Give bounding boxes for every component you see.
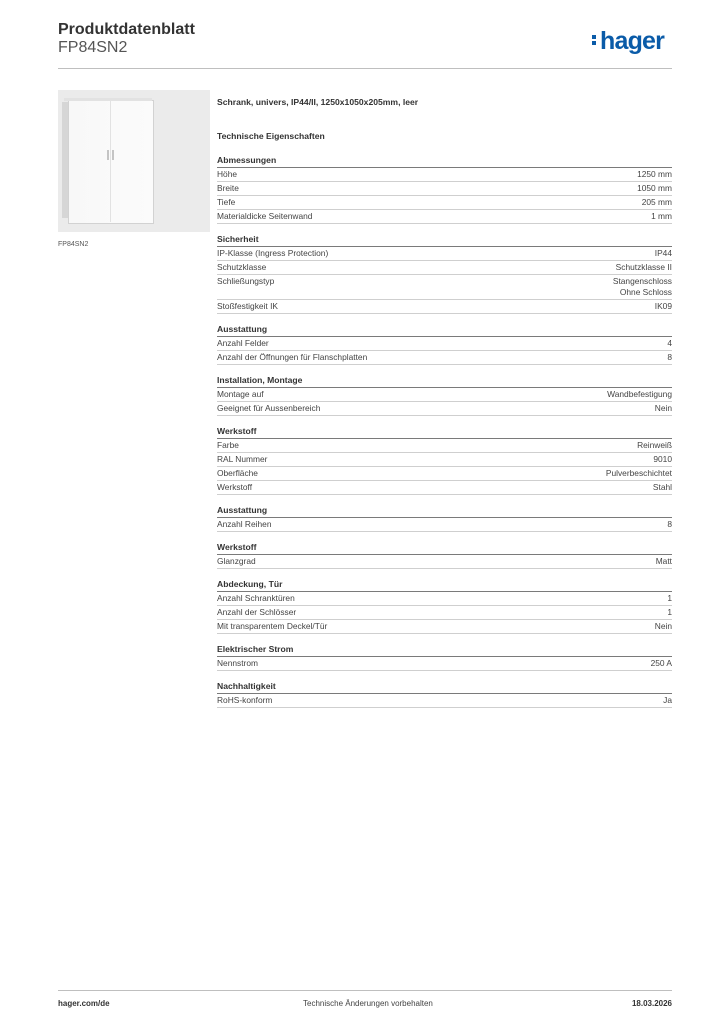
- spec-row: [217, 196, 672, 210]
- spec-value: [655, 248, 672, 259]
- spec-label: RAL Nummer: [217, 454, 268, 464]
- spec-label: Anzahl der Schlösser: [217, 607, 297, 617]
- spec-value-line: IK09: [654, 301, 672, 311]
- product-description: Schrank, univers, IP44/II, 1250x1050x205mm, leer: [217, 97, 419, 107]
- spec-value: [607, 389, 672, 400]
- spec-value: [637, 169, 672, 180]
- spec-value: [655, 403, 672, 414]
- spec-label: Tiefe: [217, 197, 236, 207]
- image-caption: FP84SN2: [58, 241, 89, 248]
- spec-row: [217, 300, 672, 314]
- spec-group: [217, 542, 672, 569]
- spec-row: [217, 453, 672, 467]
- spec-row: [217, 351, 672, 365]
- spec-value-line: 1250 mm: [637, 169, 672, 179]
- spec-row: [217, 247, 672, 261]
- spec-row: [217, 620, 672, 634]
- spec-value-line: 8: [667, 519, 672, 529]
- spec-row: [217, 694, 672, 708]
- spec-value-line: 8: [667, 352, 672, 362]
- spec-group-title: Abmessungen: [217, 155, 672, 168]
- spec-group: [217, 426, 672, 495]
- spec-row: [217, 439, 672, 453]
- spec-value: [651, 658, 672, 669]
- spec-value-line: 205 mm: [641, 197, 672, 207]
- spec-value: [667, 593, 672, 604]
- spec-value: [637, 440, 672, 451]
- spec-value-line: 1: [667, 593, 672, 603]
- header-divider: [58, 68, 672, 69]
- spec-value-line: 9010: [653, 454, 672, 464]
- spec-group-title: Werkstoff: [217, 542, 672, 555]
- spec-value: [613, 276, 672, 298]
- spec-label: Stoßfestigkeit IK: [217, 301, 278, 311]
- spec-label: RoHS-konform: [217, 695, 273, 705]
- spec-row: [217, 261, 672, 275]
- spec-value: [616, 262, 672, 273]
- spec-row: [217, 518, 672, 532]
- spec-group: [217, 155, 672, 224]
- spec-group-title: Ausstattung: [217, 505, 672, 518]
- spec-row: [217, 168, 672, 182]
- spec-label: IP-Klasse (Ingress Protection): [217, 248, 329, 258]
- spec-value-line: Reinweiß: [637, 440, 672, 450]
- spec-row: [217, 182, 672, 196]
- door-handle-icon: [107, 150, 109, 160]
- spec-label: Breite: [217, 183, 239, 193]
- document-title: Produktdatenblatt: [58, 21, 195, 38]
- spec-value-line: Ja: [663, 695, 672, 705]
- spec-group-title: Sicherheit: [217, 234, 672, 247]
- cabinet-door-split: [110, 101, 111, 222]
- spec-group: [217, 644, 672, 671]
- spec-row: [217, 606, 672, 620]
- logo-text: hager: [600, 27, 665, 55]
- footer-website-link[interactable]: hager.com/de: [58, 999, 110, 1008]
- spec-group-title: Ausstattung: [217, 324, 672, 337]
- spec-group: [217, 505, 672, 532]
- spec-value-line: IP44: [654, 248, 672, 258]
- spec-value: [642, 197, 672, 208]
- hager-logo[interactable]: [592, 27, 664, 56]
- spec-value-line: Nein: [654, 403, 672, 413]
- footer-note: Technische Änderungen vorbehalten: [303, 999, 433, 1008]
- spec-label: Werkstoff: [217, 482, 253, 492]
- spec-value: [656, 556, 672, 567]
- spec-value-line: 4: [667, 338, 672, 348]
- spec-content: [217, 95, 672, 718]
- spec-value-line: Stahl: [652, 482, 672, 492]
- spec-label: Oberfläche: [217, 468, 258, 478]
- cabinet-top: [64, 98, 152, 101]
- spec-value-line: Pulverbeschichtet: [605, 468, 672, 478]
- spec-row: [217, 388, 672, 402]
- spec-row: [217, 481, 672, 495]
- product-image: [58, 90, 210, 232]
- spec-value-line: 1 mm: [651, 211, 672, 221]
- spec-value: [606, 468, 672, 479]
- spec-group-title: Abdeckung, Tür: [217, 579, 672, 592]
- spec-label: Mit transparentem Deckel/Tür: [217, 621, 328, 631]
- spec-label: Anzahl der Öffnungen für Flanschplatten: [217, 352, 368, 362]
- spec-value-line: 1050 mm: [637, 183, 672, 193]
- spec-value-line: 1: [667, 607, 672, 617]
- spec-value: [655, 621, 672, 632]
- spec-label: Schließungstyp: [217, 276, 275, 286]
- spec-row: [217, 657, 672, 671]
- spec-value-line: Matt: [655, 556, 672, 566]
- spec-value-line: Ohne Schloss: [619, 287, 672, 297]
- spec-value-line: Wandbefestigung: [607, 389, 672, 399]
- spec-group-title: Elektrischer Strom: [217, 644, 672, 657]
- spec-label: Anzahl Felder: [217, 338, 269, 348]
- spec-label: Anzahl Schranktüren: [217, 593, 295, 603]
- footer-divider: [58, 990, 672, 991]
- spec-group: [217, 324, 672, 365]
- spec-value: [667, 352, 672, 363]
- spec-value: [655, 301, 672, 312]
- spec-label: Montage auf: [217, 389, 264, 399]
- spec-label: Materialdicke Seitenwand: [217, 211, 313, 221]
- spec-group: [217, 234, 672, 314]
- spec-row: [217, 555, 672, 569]
- spec-group: [217, 375, 672, 416]
- spec-label: Nennstrom: [217, 658, 258, 668]
- spec-label: Höhe: [217, 169, 238, 179]
- spec-label: Anzahl Reihen: [217, 519, 272, 529]
- spec-value: [637, 183, 672, 194]
- spec-value: [663, 695, 672, 706]
- spec-group: [217, 579, 672, 634]
- section-title: Technische Eigenschaften: [217, 131, 325, 141]
- logo-dots-icon: [592, 33, 598, 47]
- spec-row: [217, 467, 672, 481]
- footer-date: 18.03.2026: [631, 999, 672, 1008]
- spec-group-title: Nachhaltigkeit: [217, 681, 672, 694]
- spec-value-line: Schutzklasse II: [615, 262, 672, 272]
- spec-value: [651, 211, 672, 222]
- spec-value-line: 250 A: [650, 658, 672, 668]
- spec-groups: [217, 155, 672, 708]
- spec-value: [667, 338, 672, 349]
- spec-row: [217, 592, 672, 606]
- spec-row: [217, 275, 672, 300]
- spec-value: [653, 482, 672, 493]
- spec-label: Glanzgrad: [217, 556, 256, 566]
- spec-value: [667, 519, 672, 530]
- door-handle-icon: [112, 150, 114, 160]
- spec-row: [217, 210, 672, 224]
- spec-value: [667, 607, 672, 618]
- cabinet-front: [68, 100, 154, 224]
- spec-group: [217, 681, 672, 708]
- spec-value-line: Nein: [654, 621, 672, 631]
- product-code: FP84SN2: [58, 39, 128, 56]
- spec-value-line: Stangenschloss: [612, 276, 672, 286]
- spec-value: [653, 454, 672, 465]
- spec-row: [217, 402, 672, 416]
- spec-group-title: Werkstoff: [217, 426, 672, 439]
- spec-label: Farbe: [217, 440, 239, 450]
- spec-label: Geeignet für Aussenbereich: [217, 403, 321, 413]
- spec-label: Schutzklasse: [217, 262, 267, 272]
- spec-row: [217, 337, 672, 351]
- spec-group-title: Installation, Montage: [217, 375, 672, 388]
